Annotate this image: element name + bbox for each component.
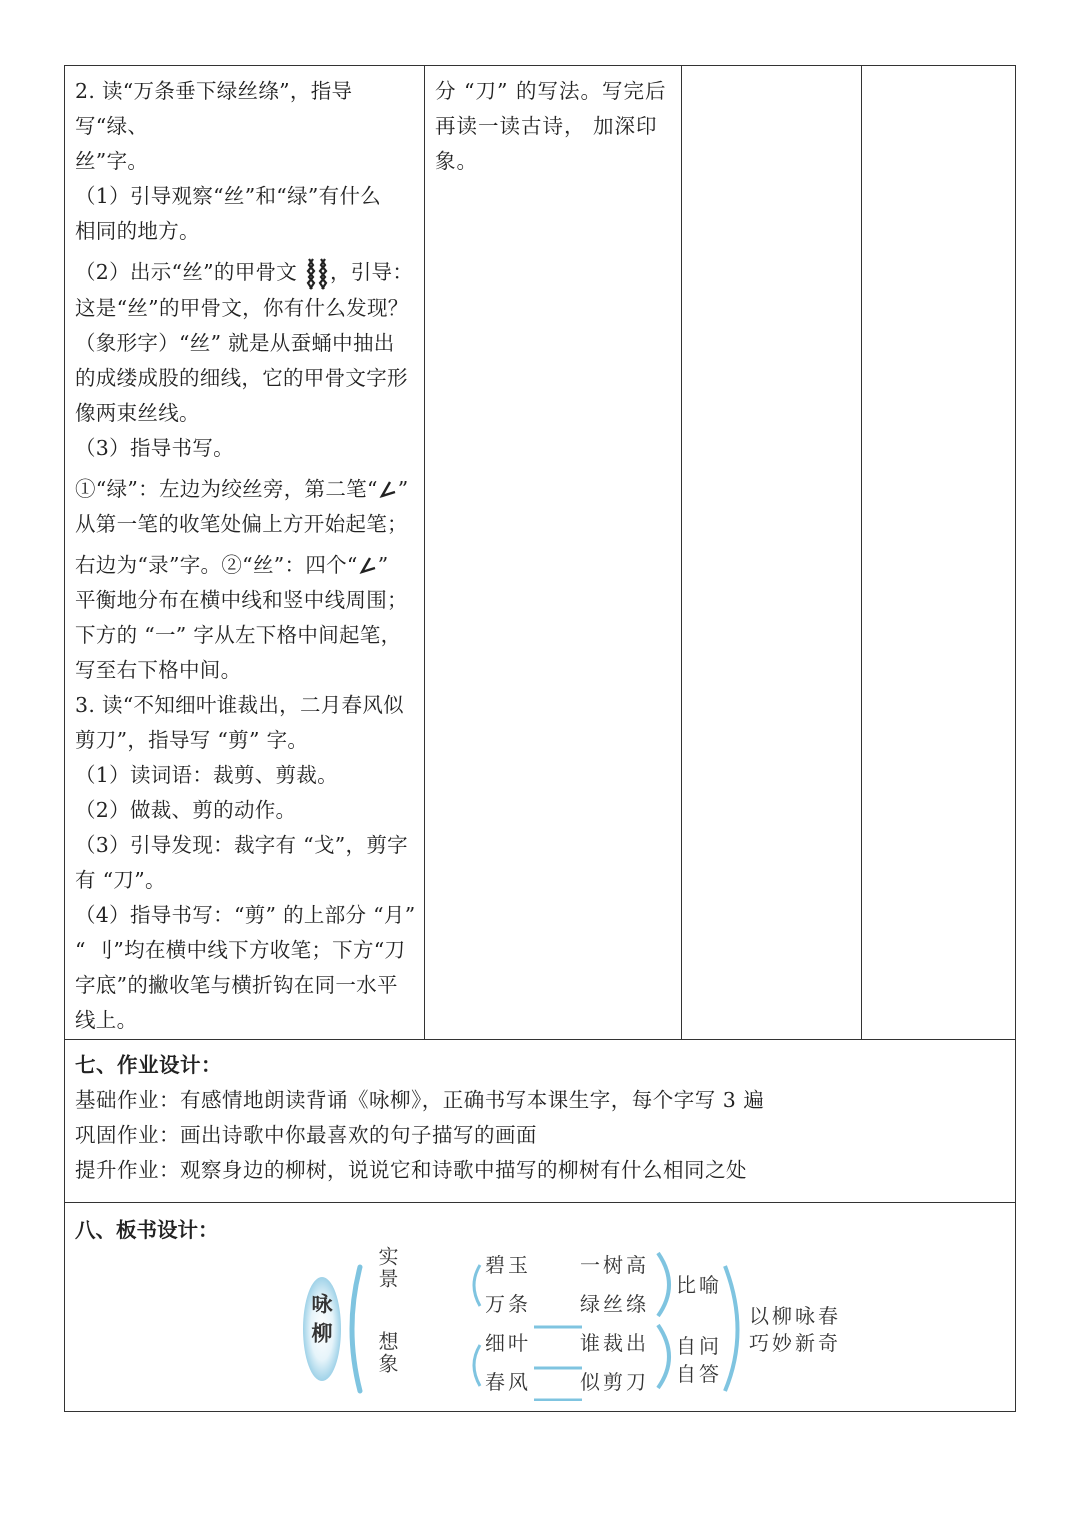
board-heading: 八、板书设计： xyxy=(75,1218,219,1242)
text-line: （1）读词语：裁剪、剪裁。 xyxy=(75,762,338,787)
text-line: （2）做裁、剪的动作。 xyxy=(75,797,297,822)
homework-basic: 基础作业：有感情地朗读背诵《咏柳》，正确书写本课生字，每个字写 3 遍 xyxy=(75,1088,765,1112)
homework-advanced: 提升作业：观察身边的柳树，说说它和诗歌中描写的柳树有什么相同之处 xyxy=(75,1158,747,1182)
text-line: （2）出示“丝”的甲骨文 ，引导： xyxy=(75,255,417,291)
board-word: 一树高 xyxy=(580,1253,649,1277)
text-line: 像两束丝线。 xyxy=(75,400,200,425)
text-line: 剪刀”，指导写 “剪” 字。 xyxy=(75,727,309,752)
text-line: 有 “刀”。 xyxy=(75,867,166,892)
board-word: 细叶 xyxy=(485,1331,531,1355)
text-line: 象。 xyxy=(435,149,478,173)
text-line: （3）指导书写。 xyxy=(75,435,234,460)
text-line: ①“绿”：左边为绞丝旁，第二笔“ ” xyxy=(75,476,409,501)
pie-dian-stroke-icon xyxy=(378,480,398,500)
board-imagination: 想象 xyxy=(375,1331,399,1375)
text-line: 的成缕成股的细线，它的甲骨文字形 xyxy=(75,365,408,390)
homework-heading: 七、作业设计： xyxy=(75,1053,222,1077)
text-line: 再读一读古诗， 加深印 xyxy=(435,114,658,138)
board-conclusion: 以柳咏春 xyxy=(749,1304,841,1328)
text-line: 2. 读“万条垂下绿丝绦”，指导写“绿、 xyxy=(75,79,353,138)
row-divider xyxy=(65,1039,1015,1040)
teaching-process-text xyxy=(75,74,417,1038)
board-word: 谁裁出 xyxy=(580,1331,649,1355)
text-line: 线上。 xyxy=(75,1007,138,1032)
column-divider xyxy=(681,66,682,1039)
text-line: 字底”的撇收笔与横折钩在同一水平 xyxy=(75,972,398,997)
text-line: 平衡地分布在横中线和竖中线周围； xyxy=(75,587,408,612)
board-main-title: 咏柳 xyxy=(309,1293,333,1351)
text-line: 相同的地方。 xyxy=(75,219,200,243)
text-line: 下方的 “一” 字从左下格中间起笔， xyxy=(75,622,402,647)
board-real-scene: 实景 xyxy=(375,1246,399,1290)
board-word: 碧玉 xyxy=(485,1253,531,1277)
student-activity-text xyxy=(435,74,680,179)
board-word: 绿丝绦 xyxy=(580,1292,649,1316)
text-line: 写至右下格中间。 xyxy=(75,657,242,682)
text-line: 这是“丝”的甲骨文，你有什么发现？ xyxy=(75,295,409,320)
text-line: 丝”字。 xyxy=(75,149,149,173)
column-divider xyxy=(861,66,862,1039)
pie-dian-stroke-icon xyxy=(358,556,378,576)
text-line: 从第一笔的收笔处偏上方开始起笔； xyxy=(75,511,408,536)
row-divider xyxy=(65,1202,1015,1203)
board-conclusion: 巧妙新奇 xyxy=(749,1331,841,1355)
homework-consolidate: 巩固作业：画出诗歌中你最喜欢的句子描写的画面 xyxy=(75,1123,537,1147)
text-line: 3. 读“不知细叶谁裁出，二月春风似 xyxy=(75,692,404,717)
text-line: （4）指导书写：“剪” 的上部分 “月” xyxy=(75,902,416,927)
homework-section xyxy=(75,1048,995,1188)
board-metaphor: 比喻 xyxy=(676,1273,722,1297)
column-divider xyxy=(424,66,425,1039)
text-line: 右边为“录”字。②“丝”：四个“ ” xyxy=(75,552,389,577)
board-ask-answer: 自答 xyxy=(676,1362,722,1386)
text-line: （象形字）“丝” 就是从蚕蛹中抽出 xyxy=(75,330,395,355)
text-line: （1）引导观察“丝”和“绿”有什么 xyxy=(75,184,382,208)
oracle-bone-si-icon xyxy=(304,257,330,291)
text-line: “ 刂”均在横中线下方收笔；下方“刀 xyxy=(75,937,406,962)
board-design-diagram xyxy=(300,1241,841,1401)
board-word: 万条 xyxy=(485,1292,531,1316)
text-line: 分 “刀” 的写法。写完后 xyxy=(435,79,667,103)
board-ask-answer: 自问 xyxy=(676,1334,722,1358)
board-word: 春风 xyxy=(485,1370,531,1394)
lesson-table xyxy=(64,65,1016,1412)
board-word: 似剪刀 xyxy=(580,1370,649,1394)
text-line: （3）引导发现：裁字有 “戈”，剪字 xyxy=(75,832,408,857)
